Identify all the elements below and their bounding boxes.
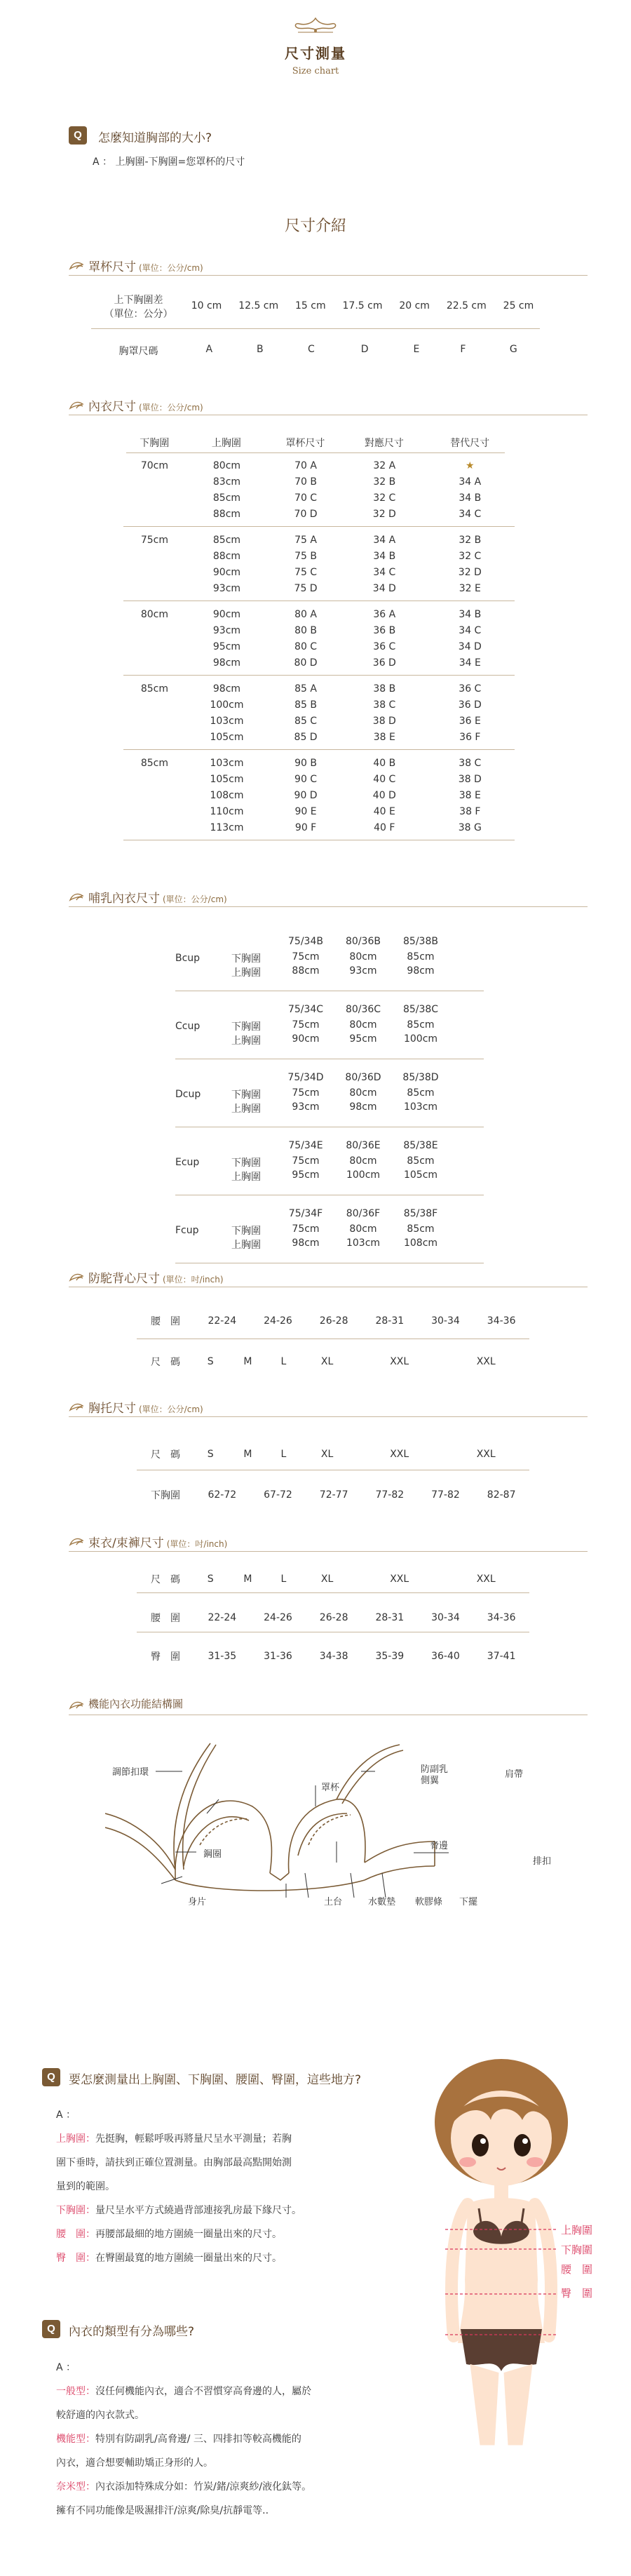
table-cell: 34 A (373, 534, 396, 546)
label-side-board: 脅邊 (430, 1841, 449, 1851)
table-cell (123, 474, 186, 490)
nursing-lower: 85cm (407, 1155, 435, 1167)
nursing-upper: 98cm (349, 1101, 377, 1113)
table-cell: 88cm (212, 508, 241, 520)
table-cell: 36 A (373, 608, 396, 620)
nursing-upper: 88cm (292, 965, 320, 977)
nursing-upper: 95cm (292, 1169, 320, 1181)
table-row (123, 457, 515, 474)
table-cell: 40 E (373, 805, 395, 817)
table-cell: 85 B (294, 699, 317, 711)
nursing-upper: 90cm (292, 1033, 320, 1045)
table-cell: 93cm (212, 624, 241, 636)
table-cell: 75 B (294, 550, 317, 562)
table-cell: 34 B (459, 608, 482, 620)
table-row (123, 622, 515, 638)
nursing-cup-label: Ccup (175, 1021, 201, 1032)
table-cell: 38 E (373, 731, 395, 743)
divider (69, 1416, 588, 1417)
table-cell: 70 B (294, 476, 317, 488)
table-cell: 32 B (459, 534, 482, 546)
table-cell: 34 C (459, 508, 482, 520)
vest-row2: 尺 碼 S M L XL XXL XXL (151, 1356, 496, 1368)
nursing-size: 80/36F (346, 1208, 381, 1219)
table-cell: 95cm (212, 640, 241, 652)
nursing-upper: 103cm (403, 1101, 438, 1113)
divider (69, 1551, 588, 1552)
table-cell: 38 D (372, 715, 396, 727)
leaf-icon (69, 892, 84, 901)
label-strap: 肩帶 (505, 1769, 524, 1780)
table-cell (123, 697, 186, 713)
table-cell (123, 771, 186, 787)
table-cell: 90 F (294, 821, 317, 833)
bra-header-row: 下胸圍 上胸圍 罩杯尺寸 對應尺寸 替代尺寸 (140, 438, 490, 449)
table-cell: 36 C (459, 683, 482, 695)
nursing-section-title: 哺乳內衣尺寸 (單位：公分/cm) (88, 892, 227, 906)
nursing-lower: 75cm (292, 951, 320, 962)
table-cell (123, 638, 186, 655)
table-cell: 40 C (373, 773, 396, 785)
table-cell: 103cm (210, 715, 244, 727)
nursing-lower: 75cm (292, 1155, 320, 1167)
divider (69, 906, 588, 907)
nursing-size: 75/34D (287, 1072, 324, 1083)
nursing-lower-label: 下胸圍 (231, 1021, 261, 1033)
table-cell: 36 F (459, 731, 481, 743)
bra-section-title: 內衣尺寸 (單位：公分/cm) (88, 400, 203, 414)
table-cell (123, 548, 186, 564)
nursing-lower: 85cm (407, 1223, 435, 1235)
table-row (123, 697, 515, 713)
table-cell: 108cm (210, 789, 244, 801)
table-row (123, 729, 515, 745)
table-cell: 34 B (459, 492, 482, 504)
table-row (123, 506, 515, 522)
table-row (123, 819, 515, 836)
divider (69, 275, 588, 276)
nursing-block (175, 1000, 484, 1059)
table-cell: 85cm (212, 492, 241, 504)
label-lower: 下擺 (459, 1897, 478, 1907)
divider (91, 328, 540, 329)
table-row (123, 755, 515, 771)
support-row2: 下胸圍 62-72 67-72 72-77 77-82 77-82 82-87 (151, 1489, 516, 1501)
table-cell: 32 A (373, 459, 396, 471)
table-cell: 70 A (294, 459, 317, 471)
faq3-question: 內衣的類型有分為哪些? (69, 2325, 195, 2339)
nursing-upper: 108cm (403, 1237, 438, 1249)
table-cell: ★ (466, 459, 475, 471)
nursing-lower-label: 下胸圍 (231, 1089, 261, 1101)
nursing-lower: 80cm (349, 1223, 377, 1235)
table-cell: 113cm (210, 821, 244, 833)
ornament-icon (284, 15, 347, 35)
nursing-upper: 100cm (346, 1169, 381, 1181)
table-cell: 34 D (372, 582, 396, 594)
table-cell: 80 B (294, 624, 317, 636)
table-row (123, 474, 515, 490)
nursing-size: 75/34B (288, 936, 323, 947)
cup-diffs: 10 cm 12.5 cm 15 cm 17.5 cm 20 cm 22.5 cm 25 cm (191, 300, 534, 311)
corset-row3: 臀 圍 31-35 31-36 34-38 35-39 36-40 37-41 (151, 1651, 516, 1663)
table-cell: 32 D (458, 566, 482, 578)
cup-row1-label: 上下胸圍差 （單位：公分） (104, 295, 173, 320)
table-cell: 34 E (459, 657, 481, 669)
table-cell: 110cm (210, 805, 244, 817)
table-cell: 90 C (294, 773, 318, 785)
nursing-size: 85/38B (403, 936, 438, 947)
nursing-block (175, 1136, 484, 1195)
nursing-cup-label: Bcup (175, 953, 201, 964)
table-cell: 90 E (294, 805, 317, 817)
table-cell (123, 787, 186, 803)
nursing-upper-label: 上胸圍 (231, 967, 261, 979)
table-cell: 105cm (210, 731, 244, 743)
figure-label-hip: 臀 圍 (561, 2287, 593, 2300)
table-cell (123, 819, 186, 836)
nursing-lower: 80cm (349, 1155, 377, 1167)
nursing-size: 75/34C (287, 1004, 324, 1015)
nursing-lower: 75cm (292, 1087, 320, 1099)
nursing-upper: 93cm (349, 965, 377, 977)
label-center: 土台 (324, 1897, 343, 1907)
table-cell: 40 B (373, 757, 396, 769)
table-row (123, 771, 515, 787)
diagram-section-title: 機能內衣功能結構圖 (88, 1698, 184, 1710)
table-row (123, 803, 515, 819)
table-row (123, 638, 515, 655)
nursing-size: 85/38E (403, 1140, 438, 1151)
figure-label-lower: 下胸圍 (561, 2243, 593, 2256)
table-cell: 85 C (294, 715, 318, 727)
nursing-table (175, 932, 484, 1272)
cup-row2-label: 胸罩尺碼 (118, 346, 158, 357)
table-cell (123, 622, 186, 638)
table-cell: 80 C (294, 640, 318, 652)
table-cell: 36 D (458, 699, 482, 711)
leaf-icon (69, 1402, 84, 1411)
corset-row1: 尺 碼 S M L XL XXL XXL (151, 1574, 496, 1585)
table-cell: 85cm (212, 534, 241, 546)
table-cell: 38 C (373, 699, 396, 711)
table-cell: 85cm (140, 757, 168, 769)
nursing-upper: 95cm (349, 1033, 377, 1045)
table-cell: 32 D (372, 508, 396, 520)
nursing-lower: 85cm (407, 951, 435, 962)
table-cell: 40 F (374, 821, 395, 833)
table-cell: 34 D (458, 640, 482, 652)
table-cell (123, 655, 186, 671)
nursing-size: 80/36E (346, 1140, 381, 1151)
nursing-lower-label: 下胸圍 (231, 1158, 261, 1169)
leaf-icon (69, 260, 84, 270)
nursing-upper: 98cm (407, 965, 435, 977)
nursing-block (175, 1204, 484, 1263)
table-cell: 38 C (459, 757, 482, 769)
table-cell: 38 G (458, 821, 482, 833)
support-section-title: 胸托尺寸 (單位：公分/cm) (88, 1402, 203, 1416)
nursing-size: 75/34F (288, 1208, 323, 1219)
table-row (123, 532, 515, 548)
table-cell: 38 B (373, 683, 396, 695)
nursing-lower: 80cm (349, 951, 377, 962)
table-cell: 36 B (373, 624, 396, 636)
nursing-cup-label: Dcup (175, 1089, 201, 1100)
faq1-answer: A ： 上胸圍-下胸圍=您罩杯的尺寸 (93, 156, 245, 168)
table-cell: 80 D (294, 657, 318, 669)
table-row (123, 606, 515, 622)
label-clasp: 排扣 (533, 1856, 552, 1867)
nursing-size: 85/38D (402, 1072, 439, 1083)
table-cell: 85 A (294, 683, 317, 695)
table-cell: 75 D (294, 582, 318, 594)
table-cell: 34 C (373, 566, 396, 578)
nursing-lower: 85cm (407, 1087, 435, 1099)
bra-table (123, 457, 515, 845)
label-body: 身片 (188, 1897, 207, 1907)
nursing-lower: 75cm (292, 1223, 320, 1235)
table-cell: 70cm (140, 459, 168, 471)
table-row (123, 655, 515, 671)
table-cell: 38 F (459, 805, 481, 817)
table-cell: 70 D (294, 508, 318, 520)
table-cell: 32 C (459, 550, 482, 562)
question-badge: Q (42, 2320, 60, 2338)
table-cell (123, 580, 186, 596)
table-cell: 34 B (373, 550, 396, 562)
table-cell (123, 729, 186, 745)
table-row (123, 548, 515, 564)
leaf-icon (69, 1272, 84, 1282)
table-row (123, 680, 515, 697)
table-cell: 36 E (459, 715, 481, 727)
table-row (123, 564, 515, 580)
cup-section-title: 罩杯尺寸 (單位：公分/cm) (88, 260, 203, 274)
table-cell: 85cm (140, 683, 168, 695)
nursing-upper-label: 上胸圍 (231, 1103, 261, 1115)
nursing-size: 85/38C (402, 1004, 439, 1015)
nursing-size: 75/34E (288, 1140, 323, 1151)
faq1-question: 怎麼知道胸部的大小? (98, 131, 212, 145)
nursing-block (175, 1068, 484, 1127)
table-cell (123, 564, 186, 580)
figure-label-waist: 腰 圍 (561, 2263, 593, 2276)
nursing-lower-label: 下胸圍 (231, 1226, 261, 1237)
label-underwire: 鋼圈 (203, 1849, 222, 1860)
nursing-size: 80/36C (345, 1004, 381, 1015)
faq2-question: 要怎麼測量出上胸圍、下胸圍、腰圍、臀圍，這些地方? (69, 2073, 362, 2087)
nursing-size: 80/36D (345, 1072, 381, 1083)
label-cup: 罩杯 (321, 1783, 340, 1793)
cup-sizes: A B C D E F G (205, 344, 517, 355)
table-cell: 103cm (210, 757, 244, 769)
table-cell: 90cm (212, 608, 241, 620)
leaf-icon (69, 1536, 84, 1546)
label-side: 防副乳 側翼 (421, 1764, 449, 1786)
nursing-lower: 85cm (407, 1019, 435, 1031)
leaf-icon (69, 1700, 84, 1710)
table-cell: 85 D (294, 731, 318, 743)
table-cell: 34 A (459, 476, 482, 488)
table-cell: 32 B (373, 476, 396, 488)
question-badge: Q (42, 2068, 60, 2086)
divider (126, 452, 505, 453)
table-cell (123, 713, 186, 729)
figure-label-upper: 上胸圍 (561, 2224, 593, 2236)
table-cell (123, 490, 186, 506)
table-row (123, 713, 515, 729)
table-cell: 90 B (294, 757, 317, 769)
nursing-size: 80/36B (346, 936, 381, 947)
label-adjust: 調節扣環 (112, 1767, 149, 1778)
faq2-answer: A ： 上胸圍：先挺胸，輕鬆呼吸再將量尺呈水平測量；若胸 圍下垂時，請扶到正確位置測量。由胸部最高點開始測 量到的範圍。 下胸圍：量尺呈水平方式繞過背部連接乳房最下緣尺寸。 腰 圍：再腰部最細的地方圍繞一圈量出來的尺寸。 臀 圍：在臀圍最寬的地方圍繞一圈量出來的尺寸。 (56, 2109, 301, 2264)
table-cell: 75cm (140, 534, 168, 546)
table-cell: 90 D (294, 789, 318, 801)
bra-structure-diagram (105, 1729, 554, 1919)
vest-section-title: 防駝背心尺寸 (單位：吋/inch) (88, 1272, 224, 1286)
page-subtitle: Size chart (292, 66, 339, 76)
table-cell: 38 D (458, 773, 482, 785)
nursing-upper: 105cm (403, 1169, 438, 1181)
corset-section-title: 束衣/束褲尺寸 (單位：吋/inch) (88, 1536, 228, 1550)
nursing-lower-label: 下胸圍 (231, 953, 261, 965)
nursing-upper: 98cm (292, 1237, 320, 1249)
page-title: 尺寸測量 (285, 45, 346, 62)
table-cell: 80cm (212, 459, 241, 471)
nursing-upper-label: 上胸圍 (231, 1240, 261, 1251)
table-cell: 100cm (210, 699, 244, 711)
table-cell: 80 A (294, 608, 317, 620)
question-badge: Q (69, 126, 87, 145)
table-row (123, 787, 515, 803)
support-row1: 尺 碼 S M L XL XXL XXL (151, 1449, 496, 1461)
label-boning: 軟膠條 (415, 1897, 443, 1907)
table-cell: 98cm (212, 683, 241, 695)
nursing-upper-label: 上胸圍 (231, 1035, 261, 1047)
nursing-upper: 103cm (346, 1237, 381, 1249)
divider (137, 1592, 529, 1593)
table-cell: 90cm (212, 566, 241, 578)
nursing-block (175, 932, 484, 991)
nursing-cup-label: Ecup (175, 1157, 200, 1168)
leaf-icon (69, 400, 84, 410)
table-row (123, 580, 515, 596)
corset-row2: 腰 圍 22-24 24-26 26-28 28-31 30-34 34-36 (151, 1612, 516, 1624)
table-cell: 105cm (210, 773, 244, 785)
table-cell: 36 C (373, 640, 396, 652)
nursing-size: 85/38F (403, 1208, 438, 1219)
table-cell: 98cm (212, 657, 241, 669)
nursing-upper: 100cm (403, 1033, 438, 1045)
vest-row1: 腰 圍 22-24 24-26 26-28 28-31 30-34 34-36 (151, 1315, 516, 1327)
table-row (123, 490, 515, 506)
nursing-lower: 80cm (349, 1019, 377, 1031)
faq3-answer: A ： 一般型：沒任何機能內衣，適合不習慣穿高脅邊的人，屬於 較舒適的內衣款式。 機能型：特別有防副乳/高脅邊/ 三、四排扣等較高機能的 內衣，適合想要輔助矯正身形的人。 奈米型：內衣添加特殊成分如：竹炭/鍺/涼爽紗/液化鈦等。 擁有不同功能像是吸濕排汗/涼爽/除臭/抗靜電等.. (56, 2362, 312, 2516)
table-cell: 93cm (212, 582, 241, 594)
table-cell: 32 C (373, 492, 396, 504)
nursing-upper: 93cm (292, 1101, 320, 1113)
table-cell: 88cm (212, 550, 241, 562)
table-cell: 70 C (294, 492, 318, 504)
nursing-lower: 80cm (349, 1087, 377, 1099)
table-cell: 83cm (212, 476, 241, 488)
table-cell: 38 E (459, 789, 481, 801)
table-cell: 40 D (372, 789, 396, 801)
table-cell: 75 A (294, 534, 317, 546)
nursing-lower: 75cm (292, 1019, 320, 1031)
table-cell: 75 C (294, 566, 318, 578)
label-pad: 水數墊 (368, 1897, 396, 1907)
table-cell (123, 506, 186, 522)
table-cell: 34 C (459, 624, 482, 636)
table-cell (123, 803, 186, 819)
table-cell: 32 E (459, 582, 481, 594)
table-cell: 36 D (372, 657, 396, 669)
nursing-cup-label: Fcup (175, 1225, 199, 1236)
nursing-upper-label: 上胸圍 (231, 1172, 261, 1183)
size-intro-title: 尺寸介紹 (284, 217, 346, 235)
table-cell: 80cm (140, 608, 168, 620)
